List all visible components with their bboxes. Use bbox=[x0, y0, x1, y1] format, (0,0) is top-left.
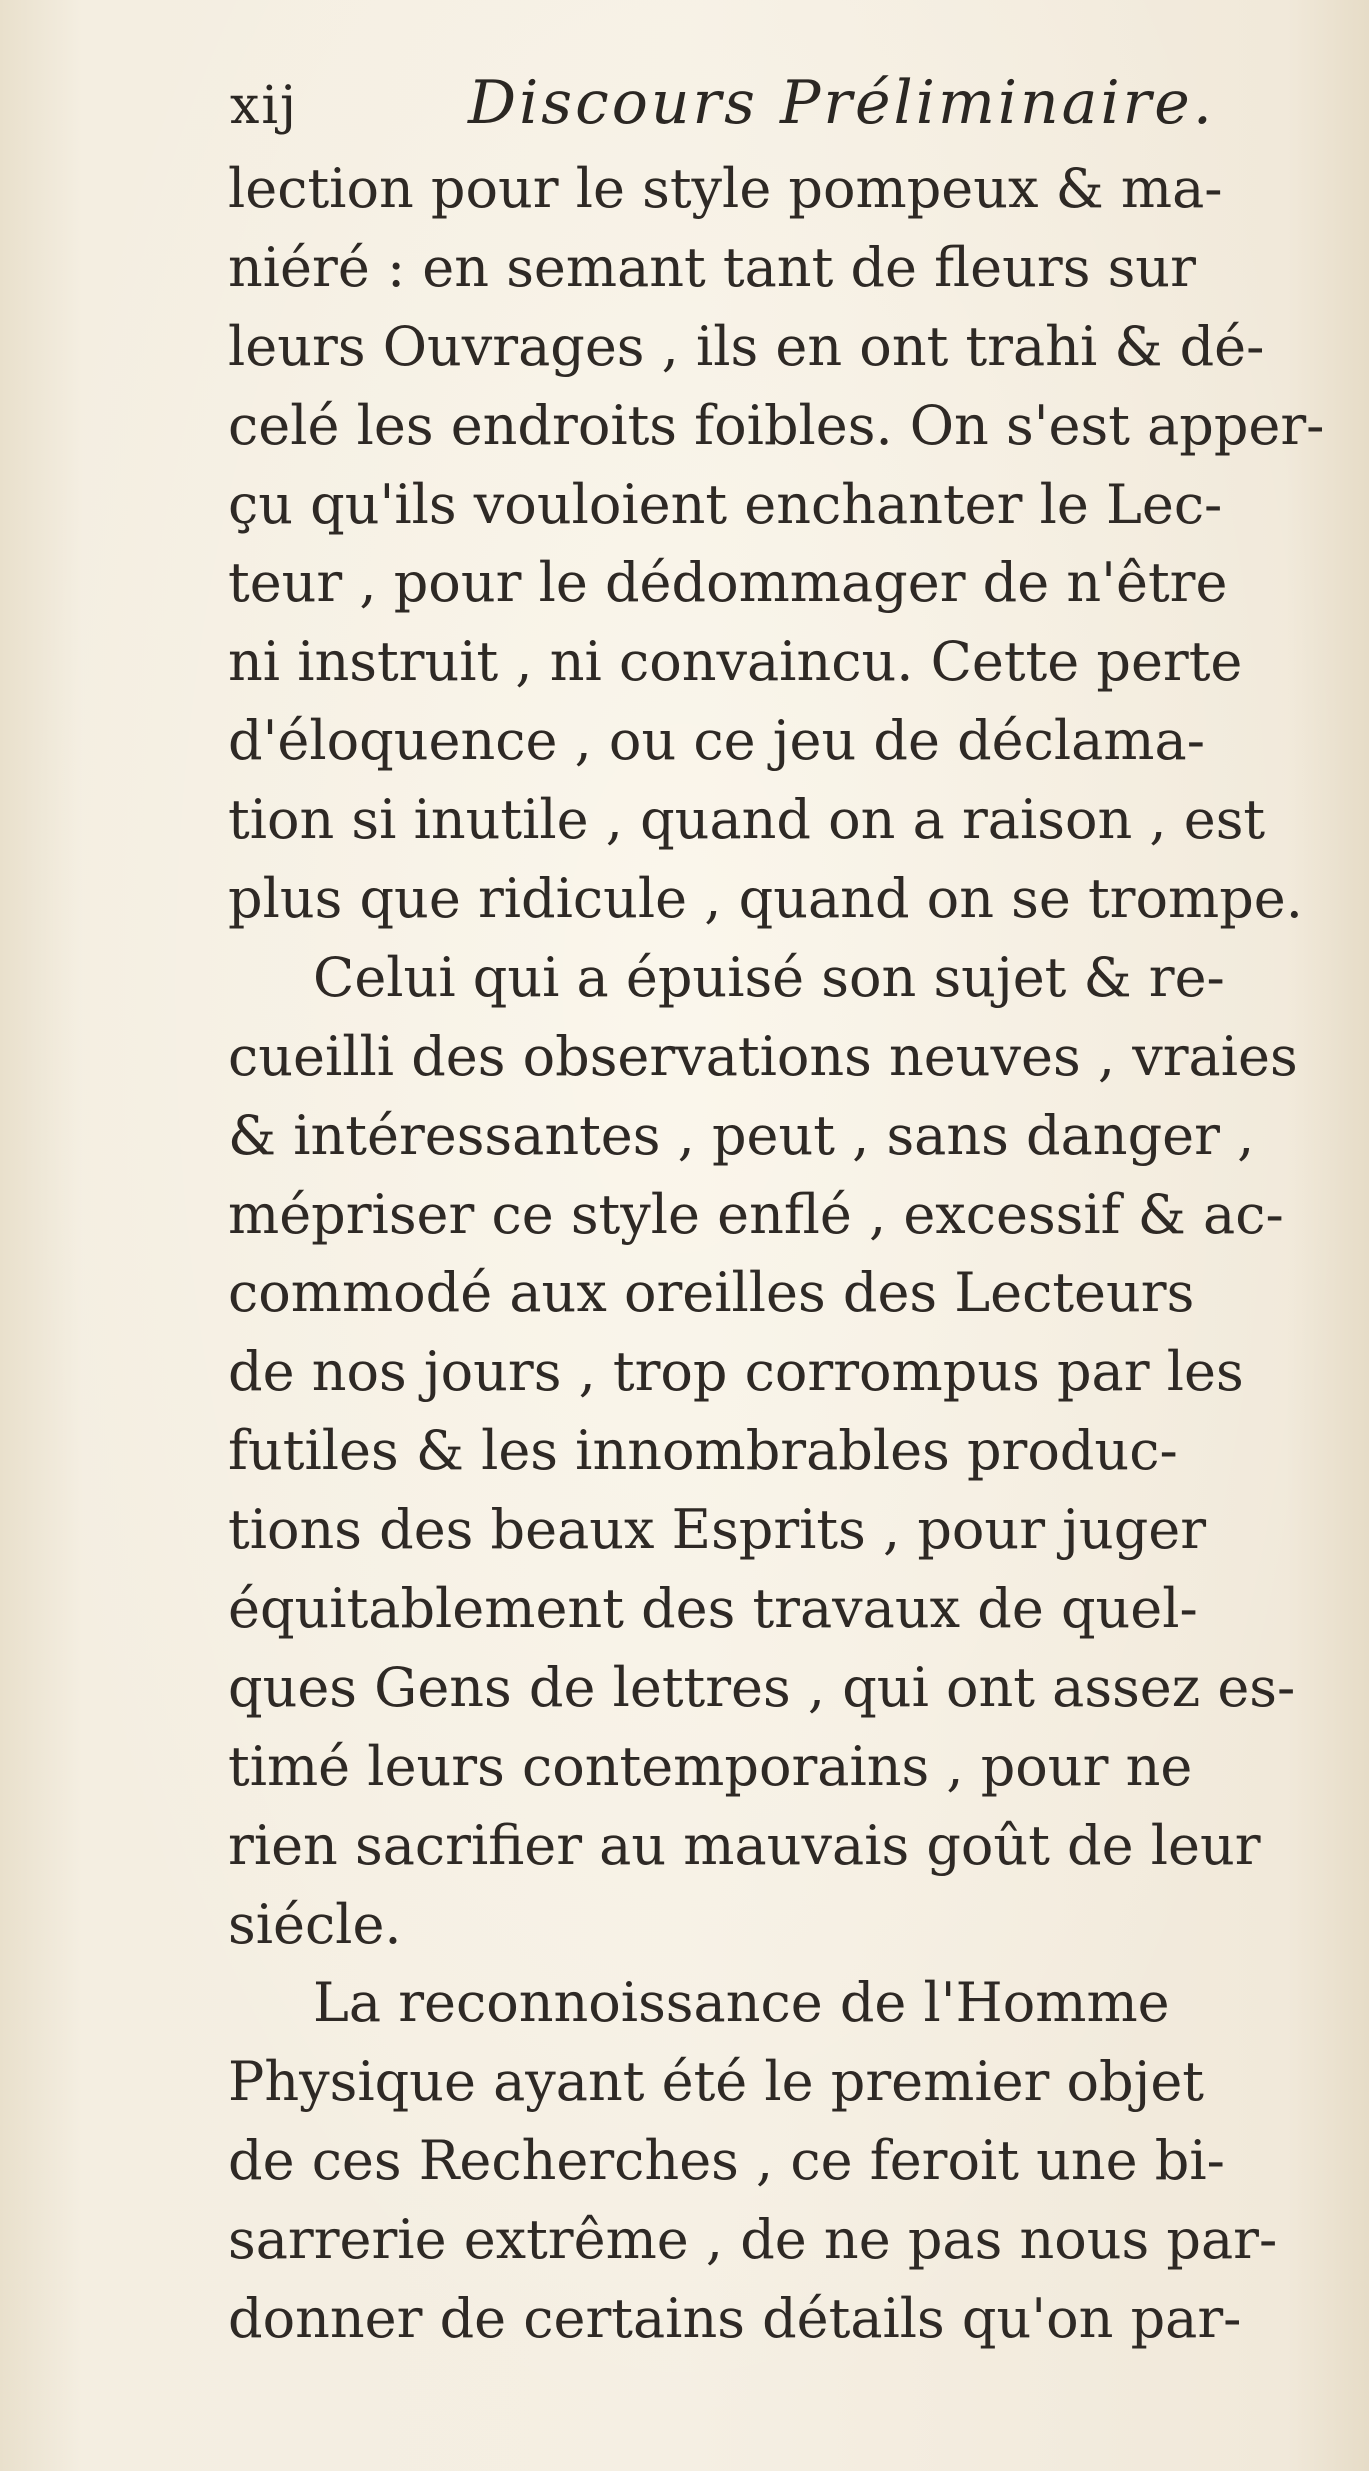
text-line: commodé aux oreilles des Lecteurs bbox=[228, 1261, 1195, 1325]
page-header bbox=[230, 68, 1230, 158]
text-line: rien sacrifier au mauvais goût de leur bbox=[228, 1813, 1261, 1877]
text-line: de ces Recherches , ce feroit une bi- bbox=[228, 2129, 1225, 2193]
text-line: cueilli des observations neuves , vraies bbox=[228, 1024, 1298, 1088]
text-line: mépriser ce style enflé , excessif & ac- bbox=[228, 1182, 1284, 1246]
text-line: niéré : en semant tant de fleurs sur bbox=[228, 235, 1196, 299]
text-line: plus que ridicule , quand on se trompe. bbox=[228, 867, 1303, 931]
text-line: & intéressantes , peut , sans danger , bbox=[228, 1103, 1255, 1167]
page-number: xij bbox=[230, 76, 299, 136]
text-line: çu qu'ils vouloient enchanter le Lec- bbox=[228, 472, 1223, 536]
text-line: Physique ayant été le premier objet bbox=[228, 2050, 1205, 2114]
text-line: tion si inutile , quand on a raison , est bbox=[228, 788, 1266, 852]
text-line: timé leurs contemporains , pour ne bbox=[228, 1734, 1193, 1798]
paragraph-start-line: Celui qui a épuisé son sujet & re- bbox=[313, 945, 1225, 1009]
text-line: futiles & les innombrables produc- bbox=[228, 1419, 1178, 1483]
text-line: teur , pour le dédommager de n'être bbox=[228, 551, 1228, 615]
text-line: ques Gens de lettres , qui ont assez es- bbox=[228, 1655, 1296, 1719]
text-line: d'éloquence , ou ce jeu de déclama- bbox=[228, 709, 1205, 773]
text-line: sarrerie extrême , de ne pas nous par- bbox=[228, 2208, 1278, 2272]
paragraph-start-line: La reconnoissance de l'Homme bbox=[313, 1971, 1170, 2035]
text-line: siécle. bbox=[228, 1892, 402, 1956]
text-line: tions des beaux Esprits , pour juger bbox=[228, 1498, 1207, 1562]
text-line: ni instruit , ni convaincu. Cette perte bbox=[228, 630, 1243, 694]
text-line: équitablement des travaux de quel- bbox=[228, 1577, 1198, 1641]
text-line: de nos jours , trop corrompus par les bbox=[228, 1340, 1244, 1404]
body-text bbox=[228, 150, 1348, 2359]
text-line: lection pour le style pompeux & ma- bbox=[228, 157, 1223, 220]
text-line: leurs Ouvrages , ils en ont trahi & dé- bbox=[228, 314, 1265, 378]
text-line: donner de certains détails qu'on par- bbox=[228, 2287, 1242, 2351]
running-title: Discours Préliminaire. bbox=[468, 68, 1215, 138]
text-line: celé les endroits foibles. On s'est apper- bbox=[228, 393, 1325, 457]
